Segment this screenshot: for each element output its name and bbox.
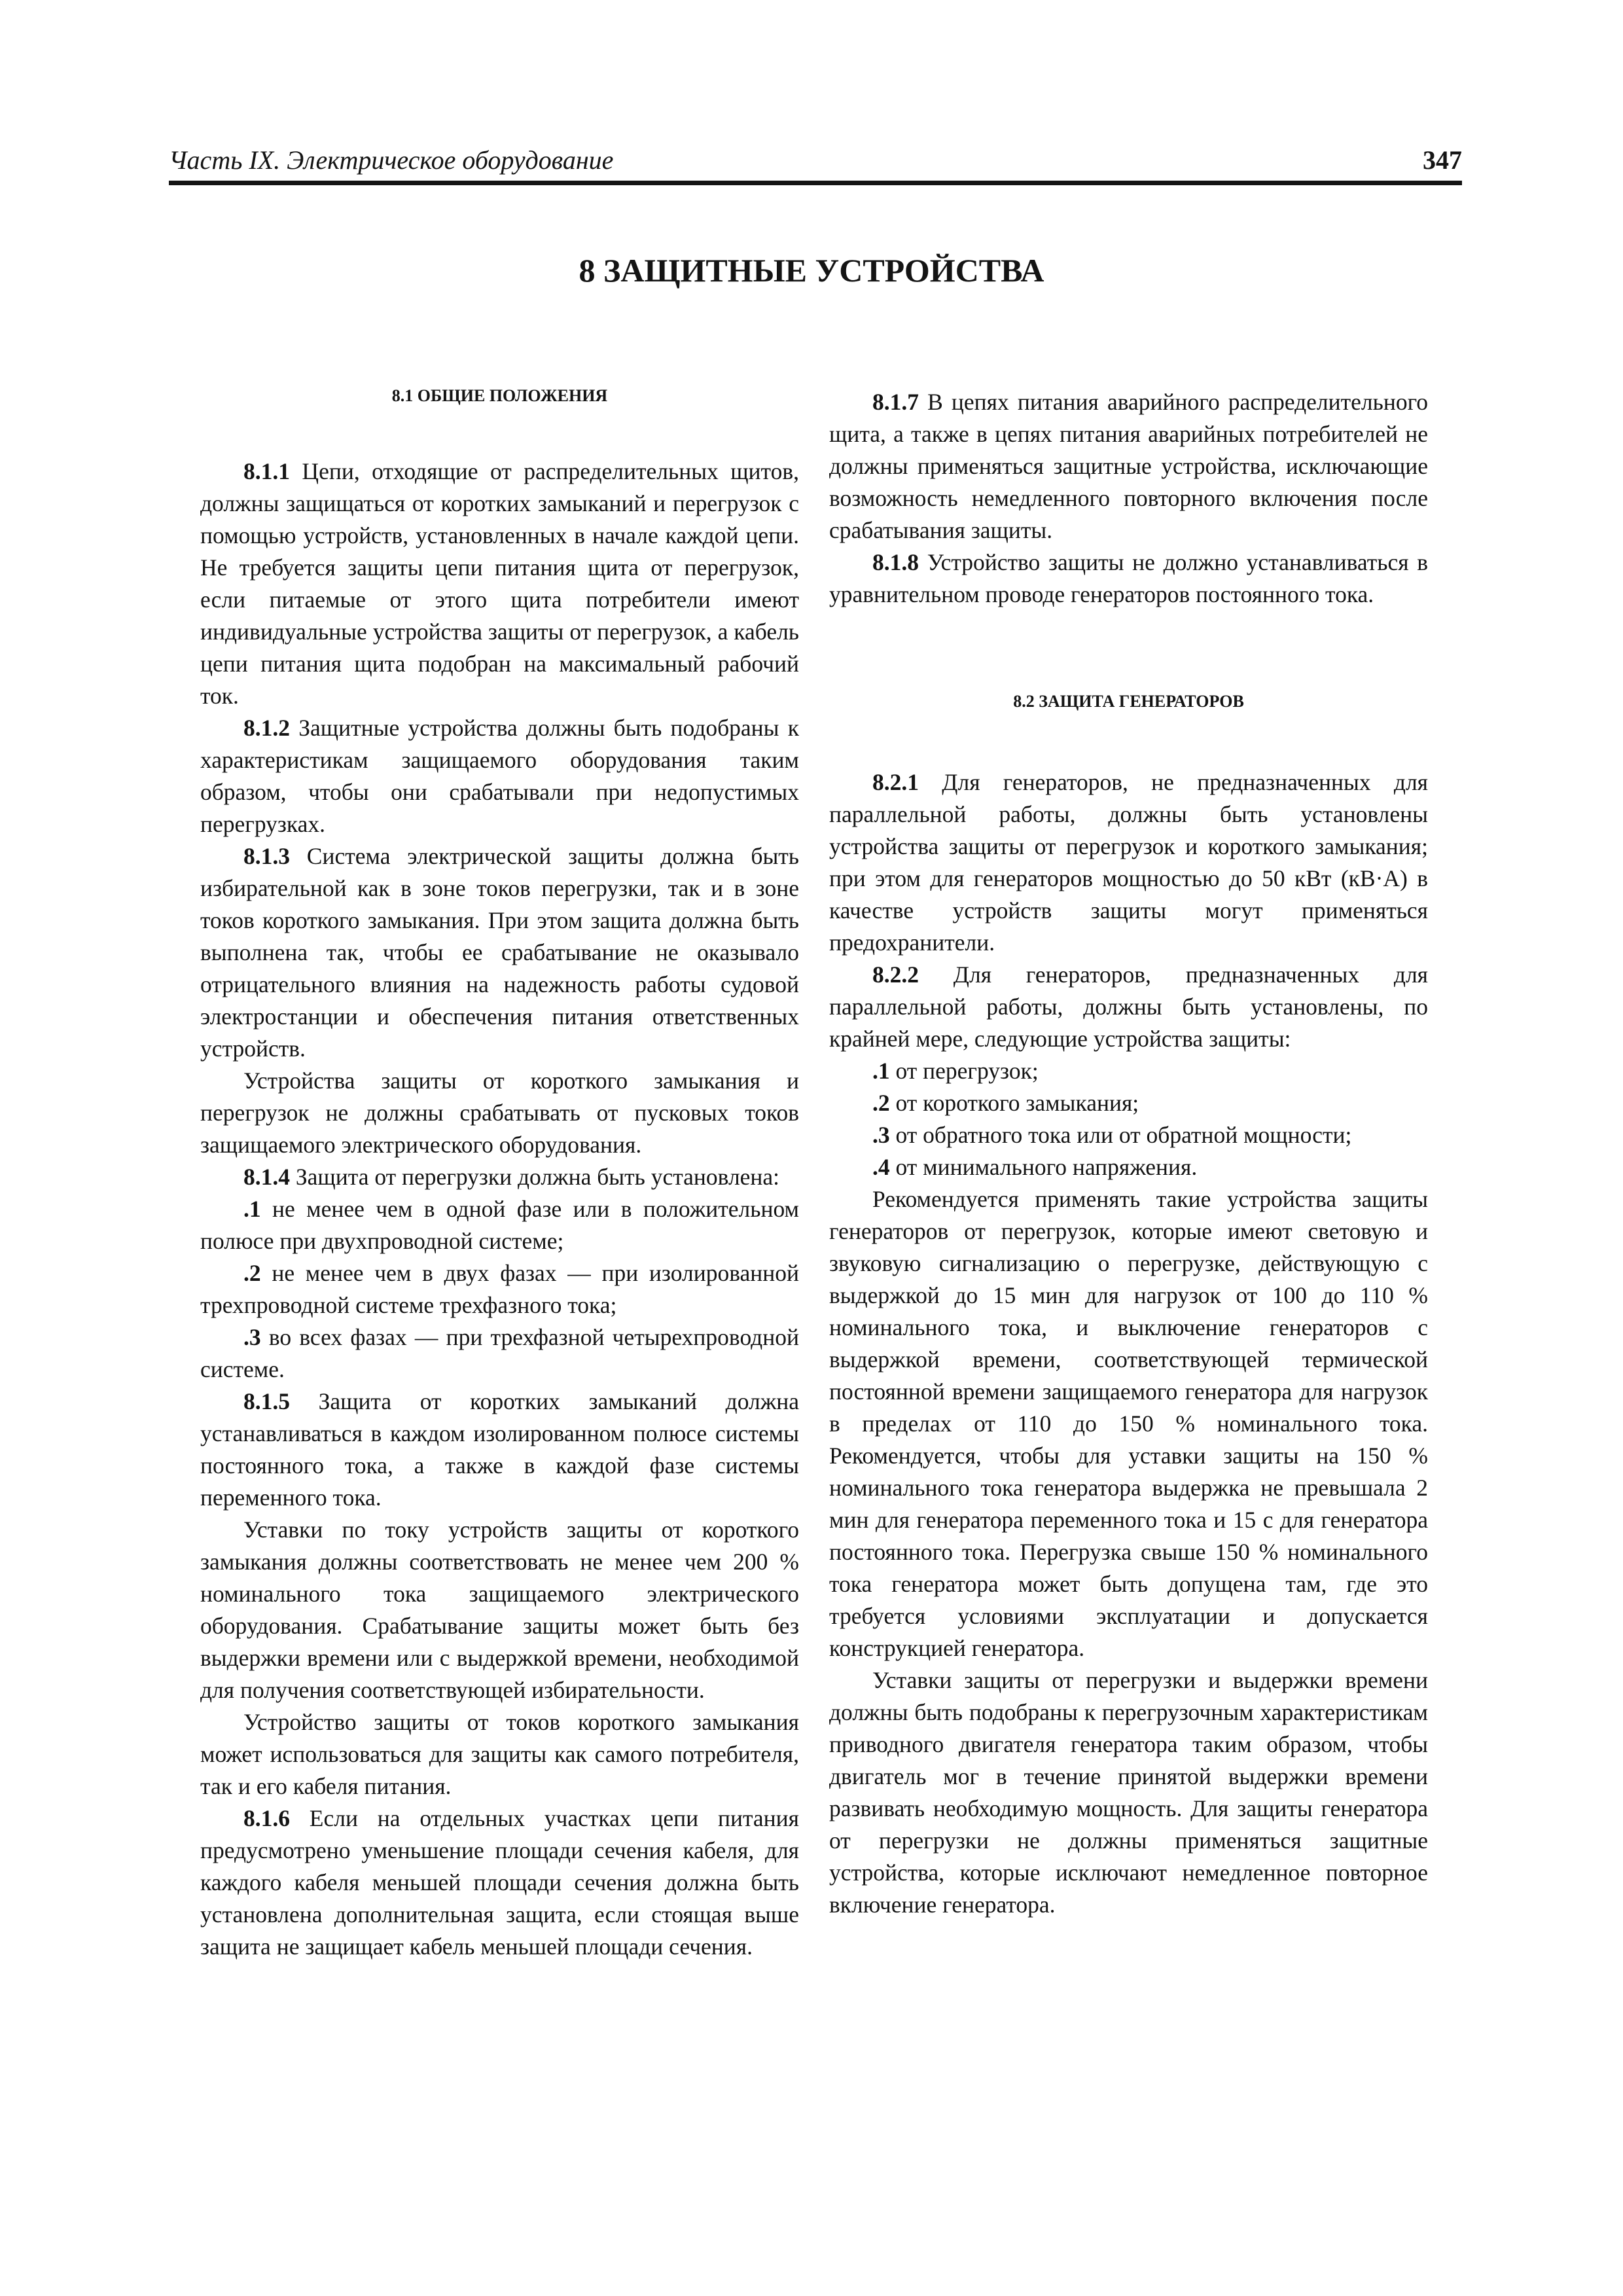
clause-number: 8.1.8: [872, 549, 919, 575]
list-item: [829, 1119, 1428, 1151]
paragraph-8-1-7: [829, 386, 1428, 547]
paragraph-8-1-3: [200, 840, 799, 1065]
paragraph-8-1-2: [200, 712, 799, 840]
paragraph-8-2-2-settings: Уставки защиты от перегрузки и выдержки времени должны быть подобраны к перегрузочным характеристикам приводного двигателя генератора таким образом, чтобы двигатель мог в течение принятой выдержки времени развивать необходимую мощность. Для защиты генератора от перегрузки не должны применяться защитные устройства, которые исключают немедленное повторное включение генератора.: [829, 1667, 1428, 1918]
item-number: .2: [872, 1090, 890, 1116]
paragraph-8-1-6: [200, 1803, 799, 1963]
paragraph-text: Для генераторов, не предназначенных для параллельной работы, должны быть установлены устройства защиты от перегрузок и короткого замыкания; при этом для генераторов мощностью до 50 кВт (кВ·А) в качестве устройств защиты могут применяться предохранители.: [829, 769, 1428, 956]
running-header: [169, 140, 1462, 185]
paragraph-8-1-8: [829, 547, 1428, 611]
list-item: [829, 1151, 1428, 1183]
clause-number: 8.1.2: [243, 715, 290, 741]
clause-number: 8.1.5: [243, 1388, 290, 1414]
running-title: Часть IX. Электрическое оборудование: [169, 145, 614, 175]
item-text: во всех фазах — при трехфазной четырехпроводной системе.: [200, 1324, 799, 1382]
item-text: от перегрузок;: [889, 1058, 1039, 1084]
paragraph-text: Защита от коротких замыканий должна устанавливаться в каждом изолированном полюсе системы постоянного тока, а также в каждой фазе системы переменного тока.: [200, 1388, 799, 1511]
list-item: [829, 1087, 1428, 1119]
item-number: .2: [243, 1260, 261, 1286]
item-text: не менее чем в одной фазе или в положительном полюсе при двухпроводной системе;: [200, 1196, 799, 1254]
clause-number: 8.1.6: [243, 1805, 290, 1831]
section-heading-8-2: 8.2 ЗАЩИТА ГЕНЕРАТОРОВ: [1013, 692, 1244, 711]
paragraph-8-1-3-continued: Устройства защиты от короткого замыкания и перегрузок не должны срабатывать от пусковых токов защищаемого электрического оборудования.: [200, 1067, 799, 1158]
paragraph-text: Цепи, отходящие от распределительных щитов, должны защищаться от коротких замыканий и перегрузок с помощью устройств, установленных в начале каждой цепи. Не требуется защиты цепи питания щита от перегрузок, если питаемые от этого щита потребители имеют индивидуальные устройства защиты от перегрузок, а кабель цепи питания щита подобран на максимальный рабочий ток.: [200, 458, 799, 709]
paragraph-8-1-5-settings: Уставки по току устройств защиты от короткого замыкания должны соответствовать не менее чем 200 % номинального тока защищаемого электрического оборудования. Срабатывание защиты может быть без выдержки времени или с выдержкой времени, необходимой для получения соответствующей избирательности.: [200, 1516, 799, 1703]
paragraph-text: Защитные устройства должны быть подобраны к характеристикам защищаемого оборудования таким образом, чтобы они срабатывали при недопустимых перегрузках.: [200, 715, 799, 837]
item-text: от короткого замыкания;: [889, 1090, 1139, 1116]
paragraph-8-2-1: [829, 766, 1428, 959]
item-number: .1: [872, 1058, 890, 1084]
list-item: [200, 1257, 799, 1321]
left-column: [200, 386, 799, 1963]
item-number: .3: [872, 1122, 890, 1148]
item-number: .1: [243, 1196, 261, 1222]
paragraph-text: В цепях питания аварийного распределительного щита, а также в цепях питания аварийных потребителей не должны применяться защитные устройства, исключающие возможность немедленного повторного включения после срабатывания защиты.: [829, 389, 1428, 543]
paragraph-8-1-1: [200, 456, 799, 712]
paragraph-8-1-5-cable: Устройство защиты от токов короткого замыкания может использоваться для защиты как самого потребителя, так и его кабеля питания.: [200, 1709, 799, 1799]
clause-number: 8.2.1: [872, 769, 919, 795]
item-text: от обратного тока или от обратной мощности;: [889, 1122, 1352, 1148]
item-number: .3: [243, 1324, 261, 1350]
page-number: 347: [1423, 145, 1462, 175]
clause-number: 8.2.2: [872, 961, 919, 988]
list-item: [200, 1193, 799, 1257]
item-text: от минимального напряжения.: [889, 1154, 1198, 1180]
paragraph-8-1-5: [200, 1386, 799, 1514]
clause-number: 8.1.3: [243, 843, 290, 869]
paragraph-text: Если на отдельных участках цепи питания предусмотрено уменьшение площади сечения кабеля, для каждого кабеля меньшей площади сечения должна быть установлена дополнительная защита, если стоящая выше защита не защищает кабель меньшей площади сечения.: [200, 1805, 799, 1960]
list-item: [829, 1055, 1428, 1087]
paragraph-text: Защита от перегрузки должна быть установлена:: [290, 1164, 780, 1190]
paragraph-8-1-4: [200, 1161, 799, 1193]
list-item: [200, 1321, 799, 1386]
paragraph-8-2-2-recommendation: Рекомендуется применять такие устройства защиты генераторов от перегрузок, которые имеют световую и звуковую сигнализацию о перегрузке, действующую с выдержкой до 15 мин для нагрузок от 100 до 110 % номинального тока, и выключение генераторов с выдержкой времени, соответствующей термической постоянной времени защищаемого генератора для нагрузок в пределах от 110 до 150 % номинального тока. Рекомендуется, чтобы для уставки защиты на 150 % номинального тока генератора выдержка не превышала 2 мин для генератора переменного тока и 15 с для генератора постоянного тока. Перегрузка свыше 150 % номинального тока генератора может быть допущена там, где это требуется условиями эксплуатации и допускается конструкцией генератора.: [829, 1186, 1428, 1661]
item-text: не менее чем в двух фазах — при изолированной трехпроводной системе трехфазного тока;: [200, 1260, 799, 1318]
chapter-title: 8 ЗАЩИТНЫЕ УСТРОЙСТВА: [579, 252, 1044, 289]
section-heading-8-1: 8.1 ОБЩИЕ ПОЛОЖЕНИЯ: [391, 386, 608, 405]
right-column: [829, 386, 1428, 1921]
clause-number: 8.1.4: [243, 1164, 290, 1190]
clause-number: 8.1.1: [243, 458, 290, 484]
paragraph-text: Для генераторов, предназначенных для параллельной работы, должны быть установлены, по крайней мере, следующие устройства защиты:: [829, 961, 1428, 1052]
clause-number: 8.1.7: [872, 389, 919, 415]
paragraph-text: Система электрической защиты должна быть избирательной как в зоне токов перегрузки, так и в зоне токов короткого замыкания. При этом защита должна быть выполнена так, чтобы ее срабатывание не оказывало отрицательного влияния на надежность работы судовой электростанции и обеспечения питания ответственных устройств.: [200, 843, 799, 1062]
paragraph-text: Устройство защиты не должно устанавливаться в уравнительном проводе генераторов постоянного тока.: [829, 549, 1428, 607]
item-number: .4: [872, 1154, 890, 1180]
paragraph-8-2-2: [829, 959, 1428, 1055]
